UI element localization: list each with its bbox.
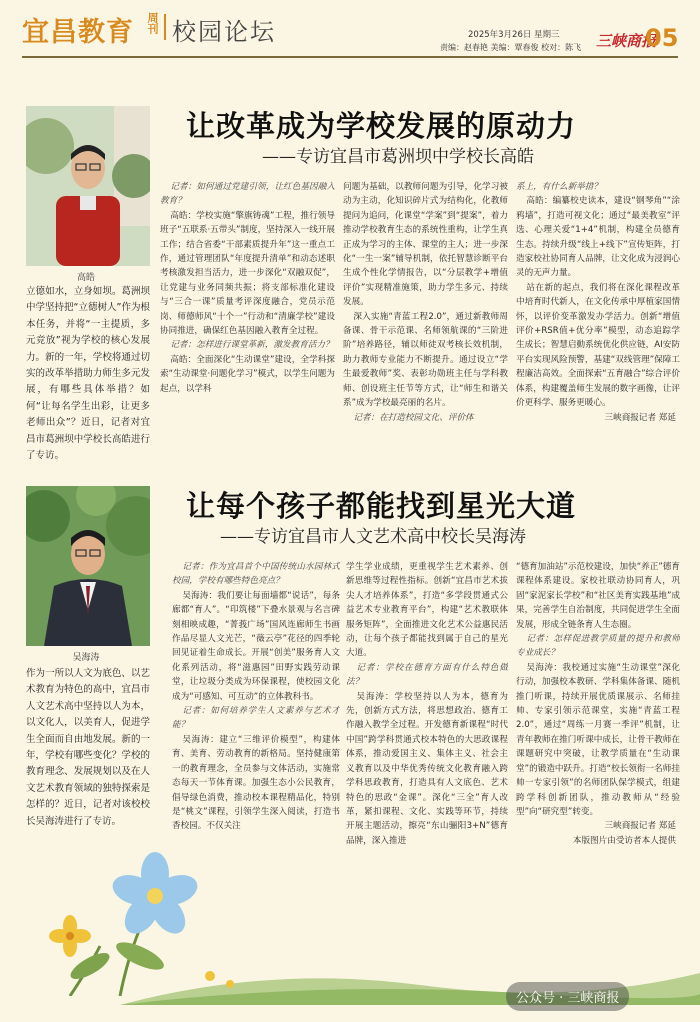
article1-column-2 bbox=[343, 180, 508, 466]
article2-column-2 bbox=[346, 560, 508, 944]
paragraph: 记者：如何通过党建引领，让红色基因融入教育？ bbox=[160, 182, 335, 207]
portrait-gao-hao bbox=[26, 106, 150, 266]
subheadline-article2: ——专访宜昌市人文艺术高中校长吴海涛 bbox=[220, 527, 526, 547]
editor-credits: 责编：赵春艳 美编：覃春俊 校对：陈飞 bbox=[440, 43, 582, 52]
paragraph: 记者：在打造校园文化、评价体 bbox=[353, 412, 474, 423]
portrait-wu-haitao bbox=[26, 486, 150, 646]
header-divider bbox=[164, 14, 166, 40]
article1-column-1 bbox=[160, 180, 335, 466]
paragraph: 高皓：全面深化“生动课堂”建设，全学科探索“生动课堂·问题化学习”模式，以学生问题为起点，以学科 bbox=[160, 354, 335, 394]
paragraph: “德育加油站”示范校建设，加快“养正”德育课程体系建设。家校社联动协同育人，巩固“家泥家长学校”和“社区美育实践基地”成果，完善学生自治制度，共同促进学生全面发展，形成全链条育人生态圈。 bbox=[516, 562, 680, 630]
paragraph: 记者：作为宜昌首个中国传统山水园林式校园，学校有哪些特色亮点？ bbox=[172, 562, 340, 587]
paragraph: 系上，有什么新举措？ bbox=[516, 182, 602, 192]
watermark-badge: 公众号 · 三峡商报 bbox=[506, 982, 629, 1011]
paragraph: 深入实施“青蓝工程2.0”，通过新教师周备课、骨干示范课、名师领航课的“三阶进阶”培养路径，辅以师徒双考核长效机制，助力教师专业能力不断提升。通过设立“学生最爱教师”奖、表彰功勋班主任与学科教师、创设班主任节等方式，让“师生和谐关系”成为学校最亮丽的名片。 bbox=[343, 311, 508, 409]
caption-wu-haitao: 吴海涛 bbox=[72, 653, 100, 663]
reporter-byline: 三峡商报记者 郑延 bbox=[604, 821, 676, 832]
section-title: 校园论坛 bbox=[172, 18, 276, 46]
masthead-brand: 宜昌教育 bbox=[22, 17, 134, 48]
subheadline-article1: ——专访宜昌市葛洲坝中学校长高皓 bbox=[262, 147, 534, 167]
article2-column-3 bbox=[516, 560, 680, 944]
page-number: 05 bbox=[645, 24, 679, 52]
caption-gao-hao: 高皓 bbox=[76, 273, 95, 283]
masthead-brand-sub: 周刊 bbox=[146, 12, 159, 34]
flower-illustration bbox=[30, 826, 330, 996]
paragraph: 吴海涛：我们要让每面墙都“说话”，每条廊都“育人”。“印筑楼”下叠水景观与名言碑刻相映成趣，“菁莪广场”国风连廊师生书画作品尽显人文光芒，“薇云亭”花径的四季轮回见证着生命成长。开展“创美”服务育人文化系列活动，将“滋惠园”田野实践劳动课堂，让垃圾分类成为环保课程，使校园文化成为“可感知、可互动”的立体教科书。 bbox=[172, 590, 340, 702]
portrait-illustration bbox=[26, 106, 150, 266]
paragraph: 吴海涛：建立“三维评价模型”，构建体育、美育、劳动教育的新格局。坚持健康第一的教育理念，全员参与文体活动，实施常态每天一节体育课。加强生态小公民教育，倡导绿色消费，推动校本课程精品化，特别是“桃文”课程，引领学生深入阅读，打造书香校园。不仅关注 bbox=[172, 734, 340, 832]
paragraph: 站在新的起点，我们将在深化课程改革中培育时代新人，在文化传承中厚植家国情怀，以评价变革激发办学活力。创新“增值评价+RSR值+优分率”模型，动态追踪学生成长；智慧启動系统优化供应链，AI安防平台实现风险预警，基建“双线管理”保障工程廉洁高效。全面探索“五育融合”综合评价体系，构建覆盖师生发展的数字画像，让评价更科学、服务更暖心。 bbox=[516, 282, 680, 409]
paragraph: 吴海涛：学校坚持以人为本，德育为先，创新方式方法，将思想政治、德育工作融入教学全过程。开发德育新课程“时代中国”跨学科贯通式校本特色的大思政课程体系，推动爱国主义、集体主义、社会主义教育以及中华优秀传统文化教育融入跨学科思政教育，打造具有人文底色、艺术特色的思政“金课”。深化“三全”育人改革，紧扣课程、文化、实践等环节，持续开展主题活动，擦亮“东山骊阳3+N”德育品牌，深入推进 bbox=[346, 691, 508, 846]
paragraph: 记者：怎样进行课堂革新，激发教育活力？ bbox=[170, 340, 334, 351]
paragraph: 记者：如何培养学生人文素养与艺术才能？ bbox=[172, 706, 340, 731]
photo-credit: 本版图片由受访者本人提供 bbox=[572, 835, 676, 846]
intro-article1: 立德如水，立身如坝。葛洲坝中学坚持把“立德树人”作为根本任务，并将“一主提质，多元竞放”视为学校的核心发展力。新的一年，学校将通过切实的改革举措助力师生多元发展，有哪些具体举措？如何“让每名学生出彩，让更多老师出众”？近日，记者对宜昌市葛洲坝中学校长高皓进行了专访。 bbox=[26, 286, 150, 462]
headline-article2: 让每个孩子都能找到星光大道 bbox=[186, 489, 577, 523]
paragraph: 记者：学校在德育方面有什么特色做法？ bbox=[346, 662, 508, 688]
paragraph: 记者：怎样促进教学质量的提升和教师专业成长？ bbox=[516, 634, 680, 659]
article1-column-3 bbox=[516, 180, 680, 466]
paragraph: 高皓：学校实施“擎旗铸魂”工程，推行领导班子“五联系·五带头”制度，坚持深入一线开展工作；结合省委“干部素质提升年”这一重点工作，通过管理团队“年度提升清单”和动态述职考核激发担当活力，进一步深化“双融双促”，让党建与业务同频共振；将支部标准化建设与“三合一课”质量考评深度融合，党员示范岗、师德师风“十个一”行动和“清廉学校”建设协同推进，确保红色基因融入教育全过程。 bbox=[160, 210, 335, 337]
paragraph: 高皓：编纂校史读本，建设“钢琴角”“涂鸦墙”，打造可视文化；通过“最美教室”评选、心理关爱“1+4”机制，构建全员德育生态。持续升级“线上+线下”宣传矩阵，打造家校社协同育人品牌，让文化成为浸润心灵的无声力量。 bbox=[516, 196, 680, 279]
portrait-illustration bbox=[26, 486, 150, 646]
header-rule bbox=[22, 56, 678, 58]
headline-article1: 让改革成为学校发展的原动力 bbox=[186, 109, 577, 143]
paragraph: 学生学业成绩，更重视学生艺术素养、创新思维等过程性指标。创新“宜昌市艺术拔尖人才培养体系”，打造“多学段贯通式公益艺术专业教育平台”，构建“艺术教联体服务矩阵”，全面推进文化艺术公益惠民活动，让每个孩子都能找到属于自己的星光大道。 bbox=[346, 562, 508, 659]
paragraph: 问题为基础，以教师问题为引导，化学习被动为主动，化知识碎片式为结构化，化教师提问为追问，化课堂“学案”到“提案”，着力推动学校教育生态的系统性重构，让学生真正成为学习的主体、课堂的主人；进一步深化“一生一案”辅导机制，依托智慧诊断平台生成个性化学情报告，以“分层教学+增值评价”实现精准施策，助力学生多元、持续发展。 bbox=[343, 182, 508, 308]
issue-date: 2025年3月26日 星期三 bbox=[468, 30, 560, 40]
newspaper-logo: 三峡商报 bbox=[596, 32, 657, 50]
paragraph: 吴海涛：我校通过实施“生动课堂”深化行动，加强校本教研、学科集体备课、随机推门听课，持续开展优质课展示、名师挂帅、专家引领示范课堂，实施“青蓝工程2.0”，通过“周练一月赛一季评”机制，让青年教师在推门听课中成长，让骨干教师在课题研究中突破，让教学质量在“生动课堂”的锻造中跃升。打造“校长领衔一名师挂帅一专家引领”的名师团队保学模式，组建跨学科创新团队，推动教师从“经验型”向“研究型”转变。 bbox=[516, 662, 680, 817]
intro-article2: 作为一所以人文为底色、以艺术教育为特色的高中，宜昌市人文艺术高中坚持以人为本，以文化人，以美育人，促进学生全面而自由地发展。新的一年，学校有哪些变化？学校的教育理念、发展规划以及在人文艺术教育领域的独特探索是怎样的？近日，记者对该校校长吴海涛进行了专访。 bbox=[26, 668, 150, 827]
reporter-byline: 三峡商报记者 郑延 bbox=[604, 412, 676, 423]
